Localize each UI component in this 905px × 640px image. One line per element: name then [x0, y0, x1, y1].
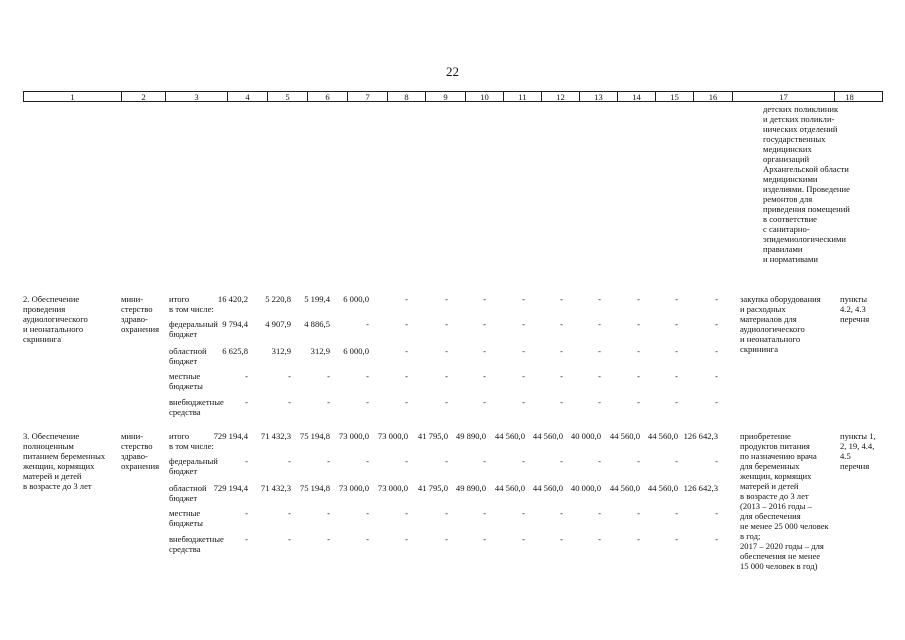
funding-value: - [598, 508, 601, 518]
funding-value: 40 000,0 [570, 431, 601, 441]
measure-name-line: женщин, кормящих [23, 461, 95, 471]
funding-value: - [522, 371, 525, 381]
column-number-header [23, 91, 883, 102]
funding-source-label-line: бюджеты [169, 381, 203, 391]
result-line: обеспечения не менее [740, 551, 821, 561]
column-header-15: 15 [656, 92, 694, 101]
result-text-line: Архангельской области [763, 164, 849, 174]
column-header-11: 11 [504, 92, 542, 101]
funding-value: - [445, 534, 448, 544]
funding-value: - [675, 534, 678, 544]
funding-value: - [288, 397, 291, 407]
measure-name-line: и неонатального [23, 324, 84, 334]
reference-line: пункты [840, 294, 868, 304]
funding-value: - [522, 319, 525, 329]
funding-value: - [675, 371, 678, 381]
funding-source-label-line: итого [169, 431, 190, 441]
funding-source-row [23, 508, 883, 534]
funding-value: - [245, 397, 248, 407]
funding-value: - [327, 397, 330, 407]
funding-value: - [715, 319, 718, 329]
funding-value: - [560, 371, 563, 381]
funding-source-label-line: федеральный [169, 456, 218, 466]
funding-value: 44 560,0 [647, 483, 678, 493]
funding-value: - [598, 294, 601, 304]
funding-value: - [483, 294, 486, 304]
funding-value: 44 560,0 [532, 483, 563, 493]
funding-value: - [522, 397, 525, 407]
reference-line: 4.2, 4.3 [840, 304, 866, 314]
funding-value: - [715, 294, 718, 304]
result-line: закупка оборудования [740, 294, 821, 304]
funding-source-row [23, 483, 883, 509]
measure-name-line: полноценным [23, 441, 74, 451]
funding-value: - [637, 371, 640, 381]
funding-value: - [715, 346, 718, 356]
funding-source-label-line: бюджет [169, 493, 198, 503]
funding-value: 73 000,0 [377, 431, 408, 441]
funding-source-row [23, 371, 883, 397]
result-line: приобретение [740, 431, 791, 441]
column-header-1: 1 [24, 92, 122, 101]
funding-source-label [169, 371, 229, 391]
funding-value: 73 000,0 [338, 483, 369, 493]
funding-value: - [366, 456, 369, 466]
funding-source-label-line: местные [169, 508, 201, 518]
measure-name-line: скрининга [23, 334, 62, 344]
funding-value: - [715, 397, 718, 407]
reference-line: перечня [840, 461, 870, 471]
funding-value: - [366, 371, 369, 381]
funding-value: 71 432,3 [260, 483, 291, 493]
executor-line: охранения [121, 461, 160, 471]
funding-value: - [598, 534, 601, 544]
funding-value: - [327, 371, 330, 381]
result-text-line: приведения помещений [763, 204, 850, 214]
funding-value: - [366, 534, 369, 544]
funding-value: 44 560,0 [609, 483, 640, 493]
column-header-4: 4 [228, 92, 268, 101]
result-text-line: детских поликлиник [763, 104, 839, 114]
funding-value: - [405, 319, 408, 329]
result-line: по назначению врача [740, 451, 817, 461]
column-header-10: 10 [466, 92, 504, 101]
result-line: не менее 25 000 человек [740, 521, 829, 531]
funding-value: - [637, 534, 640, 544]
funding-value: - [715, 508, 718, 518]
result-text-line: медицинских [763, 144, 812, 154]
funding-source-row [23, 431, 883, 457]
funding-value: 44 560,0 [494, 483, 525, 493]
funding-source-row [23, 346, 883, 372]
funding-value: 5 220,8 [265, 294, 291, 304]
measure-name-line: проведения [23, 304, 66, 314]
column-header-18: 18 [845, 92, 854, 102]
measure-name-line: питанием беременных [23, 451, 106, 461]
funding-value: 6 625,8 [222, 346, 248, 356]
funding-value: - [598, 319, 601, 329]
measure-name-line: 2. Обеспечение [23, 294, 80, 304]
result-line: (2013 – 2016 годы – [740, 501, 812, 511]
reference-line: 2, 19, 4.4, [840, 441, 875, 451]
funding-value: - [598, 371, 601, 381]
funding-value: - [445, 346, 448, 356]
executor-line: здраво- [121, 314, 148, 324]
funding-source-label-line: бюджеты [169, 518, 203, 528]
funding-value: - [522, 456, 525, 466]
result-line: в год; [740, 531, 761, 541]
funding-value: 9 794,4 [222, 319, 248, 329]
funding-value: 41 795,0 [417, 483, 448, 493]
funding-value: 126 642,3 [683, 431, 718, 441]
result-line: для обеспечения [740, 511, 801, 521]
funding-value: 71 432,3 [260, 431, 291, 441]
funding-value: - [598, 456, 601, 466]
funding-source-label-line: в том числе: [169, 441, 214, 451]
funding-source-label-line: средства [169, 544, 201, 554]
column-header-7: 7 [348, 92, 388, 101]
result-text-line: в соответствие [763, 214, 817, 224]
funding-value: - [405, 456, 408, 466]
funding-value: - [483, 456, 486, 466]
funding-value: - [245, 534, 248, 544]
funding-source-label-line: бюджет [169, 356, 198, 366]
funding-value: - [405, 534, 408, 544]
funding-source-row [23, 534, 883, 560]
funding-source-label [169, 397, 229, 417]
funding-value: - [522, 294, 525, 304]
funding-value: - [560, 346, 563, 356]
column-header-12: 12 [542, 92, 580, 101]
funding-source-label [169, 319, 229, 339]
funding-value: - [445, 319, 448, 329]
funding-value: 729 194,4 [213, 483, 248, 493]
reference-line: 4.5 [840, 451, 851, 461]
result-line: матерей и детей [740, 481, 799, 491]
funding-source-label-line: итого [169, 294, 190, 304]
funding-value: - [483, 346, 486, 356]
funding-value: 41 795,0 [417, 431, 448, 441]
funding-value: - [560, 508, 563, 518]
column-header-14: 14 [618, 92, 656, 101]
funding-source-row [23, 397, 883, 423]
funding-value: - [405, 371, 408, 381]
executor-line: охранения [121, 324, 160, 334]
column-header-2: 2 [122, 92, 166, 101]
funding-value: - [327, 534, 330, 544]
funding-value: 44 560,0 [532, 431, 563, 441]
funding-value: 44 560,0 [647, 431, 678, 441]
column-header-17: 17 [733, 92, 835, 101]
funding-value: - [522, 508, 525, 518]
funding-value: 75 194,8 [299, 483, 330, 493]
funding-value: - [445, 371, 448, 381]
funding-value: 729 194,4 [213, 431, 248, 441]
funding-value: 40 000,0 [570, 483, 601, 493]
funding-source-row [23, 319, 883, 345]
funding-source-label-line: в том числе: [169, 304, 214, 314]
funding-value: - [675, 456, 678, 466]
funding-source-label-line: областной [169, 346, 207, 356]
executor-line: стерство [121, 441, 153, 451]
measure-name-line: 3. Обеспечение [23, 431, 80, 441]
funding-source-label [169, 456, 229, 476]
funding-value: - [483, 371, 486, 381]
funding-value: 126 642,3 [683, 483, 718, 493]
funding-value: - [366, 319, 369, 329]
measure-name-line: матерей и детей [23, 471, 82, 481]
funding-value: 16 420,2 [217, 294, 248, 304]
result-line: и неонатального [740, 334, 801, 344]
funding-value: - [445, 397, 448, 407]
funding-source-label-line: местные [169, 371, 201, 381]
funding-value: 4 886,5 [304, 319, 330, 329]
funding-value: - [637, 294, 640, 304]
funding-value: 312,9 [271, 346, 291, 356]
column-header-6: 6 [308, 92, 348, 101]
funding-source-row [23, 456, 883, 482]
funding-value: - [483, 534, 486, 544]
funding-source-label-line: бюджет [169, 329, 198, 339]
executor-line: здраво- [121, 451, 148, 461]
column-header-16: 16 [694, 92, 733, 101]
continued-result-text [763, 104, 863, 264]
funding-value: - [637, 397, 640, 407]
funding-source-label-line: бюджет [169, 466, 198, 476]
funding-value: 73 000,0 [377, 483, 408, 493]
funding-value: - [288, 456, 291, 466]
page-number: 22 [446, 64, 459, 79]
result-text-line: изделиями. Проведение [763, 184, 850, 194]
column-header-13: 13 [580, 92, 618, 101]
result-line: 2017 – 2020 годы – для [740, 541, 824, 551]
result-text-line: ремонтов для [763, 194, 813, 204]
column-header-8: 8 [388, 92, 426, 101]
executor-line: мини- [121, 294, 144, 304]
funding-source-label-line: внебюджетные [169, 534, 224, 544]
column-header-3: 3 [166, 92, 228, 101]
funding-value: - [675, 319, 678, 329]
funding-value: - [560, 534, 563, 544]
funding-value: - [522, 534, 525, 544]
funding-value: 6 000,0 [343, 346, 369, 356]
result-line: продуктов питания [740, 441, 810, 451]
funding-source-label-line: федеральный [169, 319, 218, 329]
program-table [23, 91, 883, 571]
executor-line: мини- [121, 431, 144, 441]
funding-value: - [445, 508, 448, 518]
funding-value: - [245, 508, 248, 518]
funding-value: - [288, 371, 291, 381]
funding-source-label-line: областной [169, 483, 207, 493]
funding-value: - [405, 508, 408, 518]
funding-value: - [637, 346, 640, 356]
measure-name-line: аудиологического [23, 314, 88, 324]
funding-value: - [445, 456, 448, 466]
result-text-line: и детских поликли- [763, 114, 835, 124]
funding-value: - [715, 371, 718, 381]
funding-value: - [483, 397, 486, 407]
column-header-9: 9 [426, 92, 466, 101]
funding-value: 44 560,0 [494, 431, 525, 441]
funding-value: - [560, 319, 563, 329]
funding-value: - [366, 397, 369, 407]
funding-value: - [637, 456, 640, 466]
funding-value: 4 907,9 [265, 319, 291, 329]
result-text-line: организаций [763, 154, 810, 164]
funding-source-label [169, 346, 229, 366]
funding-value: 49 890,0 [455, 483, 486, 493]
result-text-line: медицинскими [763, 174, 818, 184]
result-line: скрининга [740, 344, 779, 354]
result-text-line: и нормативами [763, 254, 818, 264]
funding-value: - [560, 397, 563, 407]
funding-value: - [598, 397, 601, 407]
result-text-line: государственных [763, 134, 826, 144]
funding-value: - [445, 294, 448, 304]
executor-line: стерство [121, 304, 153, 314]
funding-value: 312,9 [310, 346, 330, 356]
reference-line: перечня [840, 314, 870, 324]
funding-value: - [675, 397, 678, 407]
funding-value: - [675, 346, 678, 356]
result-text-line: нических отделений [763, 124, 838, 134]
result-line: аудиологического [740, 324, 805, 334]
funding-value: - [366, 508, 369, 518]
funding-value: - [405, 397, 408, 407]
funding-value: - [405, 346, 408, 356]
funding-value: 49 890,0 [455, 431, 486, 441]
funding-source-label-line: внебюджетные [169, 397, 224, 407]
funding-source-label [169, 534, 229, 554]
funding-source-label [169, 508, 229, 528]
funding-value: - [483, 319, 486, 329]
funding-value: - [327, 456, 330, 466]
funding-value: - [560, 456, 563, 466]
funding-value: - [483, 508, 486, 518]
result-line: в возрасте до 3 лет [740, 491, 809, 501]
funding-value: - [327, 508, 330, 518]
result-text-line: правилами [763, 244, 803, 254]
result-text-line: эпидемиологическими [763, 234, 846, 244]
result-line: для беременных [740, 461, 800, 471]
funding-value: - [288, 534, 291, 544]
funding-value: - [245, 456, 248, 466]
funding-value: - [598, 346, 601, 356]
result-line: женщин, кормящих [740, 471, 812, 481]
funding-value: 5 199,4 [304, 294, 330, 304]
funding-value: - [405, 294, 408, 304]
funding-value: - [288, 508, 291, 518]
funding-value: - [637, 508, 640, 518]
funding-value: 44 560,0 [609, 431, 640, 441]
funding-value: 75 194,8 [299, 431, 330, 441]
funding-value: - [245, 371, 248, 381]
column-header-5: 5 [268, 92, 308, 101]
funding-value: - [675, 508, 678, 518]
measure-name-line: в возрасте до 3 лет [23, 481, 92, 491]
result-line: и расходных [740, 304, 786, 314]
result-text-line: с санитарно- [763, 224, 810, 234]
funding-source-label-line: средства [169, 407, 201, 417]
funding-value: - [522, 346, 525, 356]
funding-value: - [675, 294, 678, 304]
result-line: 15 000 человек в год) [740, 561, 818, 571]
funding-value: - [715, 534, 718, 544]
funding-value: - [560, 294, 563, 304]
result-line: материалов для [740, 314, 797, 324]
reference-line: пункты 1, [840, 431, 876, 441]
funding-value: - [637, 319, 640, 329]
funding-value: - [715, 456, 718, 466]
funding-source-row [23, 294, 883, 320]
funding-value: 73 000,0 [338, 431, 369, 441]
funding-value: 6 000,0 [343, 294, 369, 304]
